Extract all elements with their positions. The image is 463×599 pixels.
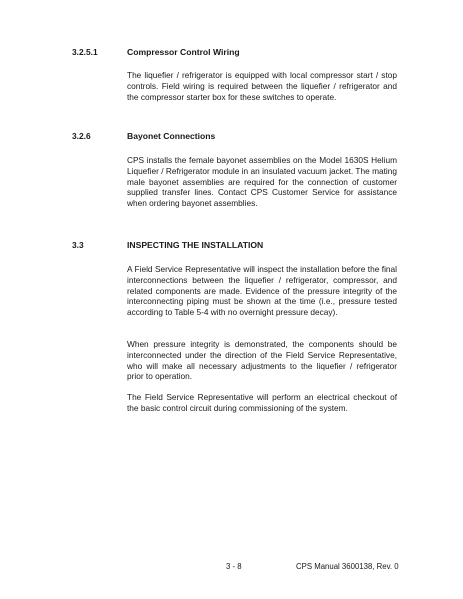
section-number: 3.2.6 <box>72 131 91 141</box>
section-paragraph: CPS installs the female bayonet assemblies on the Model 1630S Helium Liquefier / Refrigerator module in an insulated vacuum jacket. The mating male bayonet assemblies are required for the connection of customer supplied transfer lines. Contact CPS Customer Service for assistance when ordering bayonet assemblies. <box>127 155 397 209</box>
section-paragraph: A Field Service Representative will inspect the installation before the final interconnections between the liquefier / refrigerator, compressor, and related components are made. Evidence of the pressure integrity of the interconnecting piping must be shown at the time (i.e., pressure tested according to Table 5-4 with no overnight pressure decay). <box>127 264 397 318</box>
section-title: Bayonet Connections <box>127 131 216 141</box>
footer-page-number: 3 - 8 <box>226 562 242 571</box>
section-paragraph: The Field Service Representative will perform an electrical checkout of the basic control circuit during commissioning of the system. <box>127 392 397 413</box>
footer-manual-id: CPS Manual 3600138, Rev. 0 <box>296 562 399 571</box>
section-paragraph: When pressure integrity is demonstrated, the components should be interconnected under the direction of the Field Service Representative, who will make all necessary adjustments to the liquefier / refrigerator prior to operation. <box>127 339 397 382</box>
section-paragraph: The liquefier / refrigerator is equipped with local compressor start / stop controls. Field wiring is required between the liquefier / refrigerator and the compressor starter box for these switches to operate. <box>127 70 397 102</box>
section-title: INSPECTING THE INSTALLATION <box>127 240 264 250</box>
section-title: Compressor Control Wiring <box>127 47 240 57</box>
section-number: 3.2.5.1 <box>72 47 98 57</box>
section-number: 3.3 <box>72 240 84 250</box>
